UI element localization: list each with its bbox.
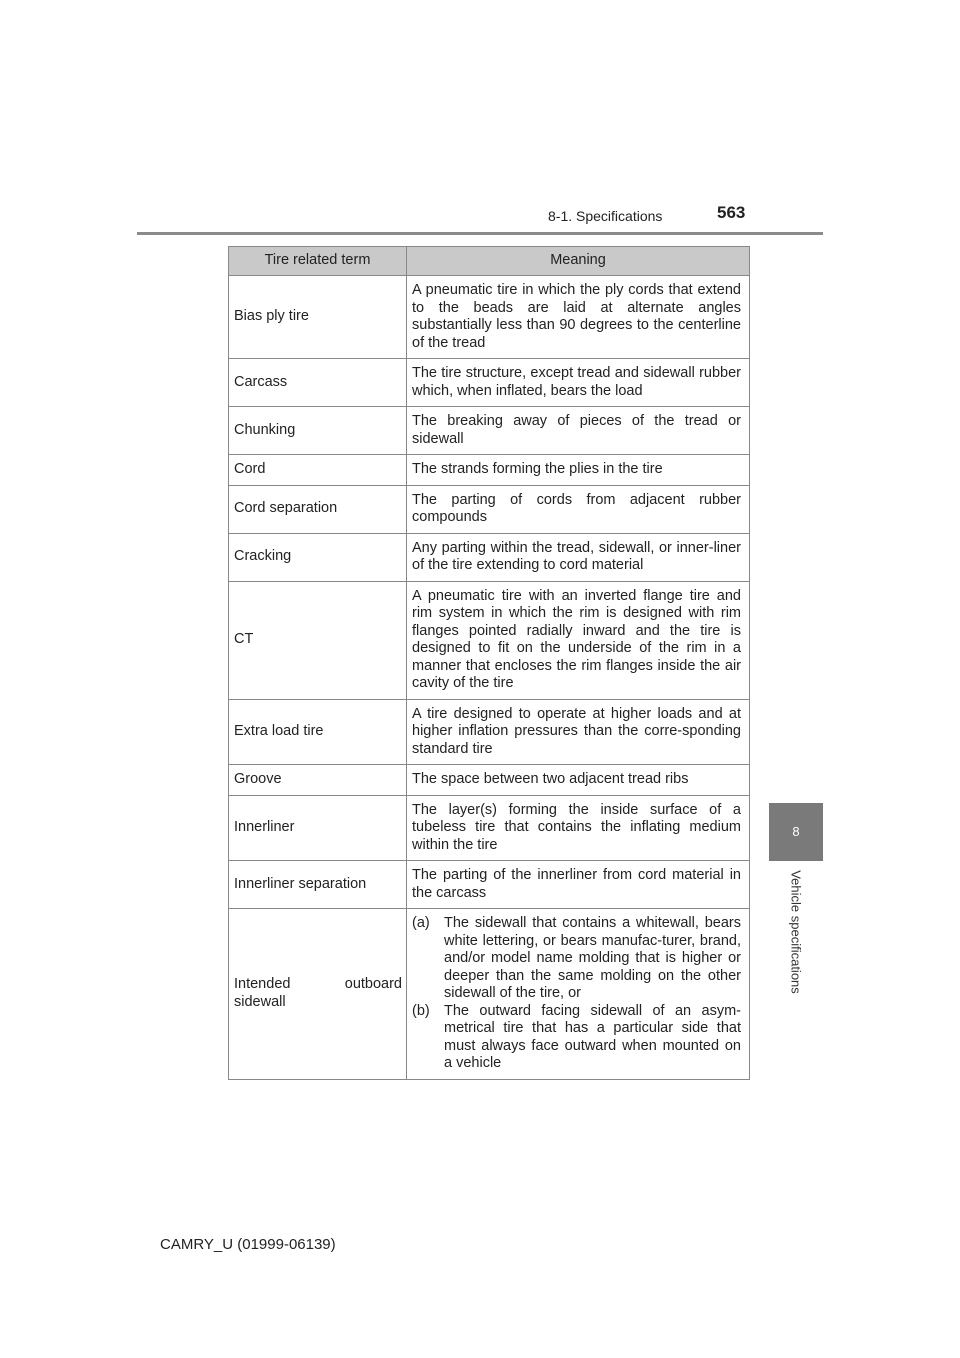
meaning-cell: A pneumatic tire in which the ply cords that extend to the beads are laid at alternate angles substantially less than 90 degrees to the centerline of the tread xyxy=(407,276,750,359)
term-cell: CT xyxy=(229,581,407,699)
table-row xyxy=(229,485,750,533)
tire-terms-table xyxy=(228,246,750,1080)
meaning-cell: Any parting within the tread, sidewall, or inner-liner of the tire extending to cord material xyxy=(407,533,750,581)
table-row xyxy=(229,699,750,765)
list-item xyxy=(412,915,741,1003)
term-cell: Chunking xyxy=(229,407,407,455)
meaning-cell: The parting of cords from adjacent rubber compounds xyxy=(407,485,750,533)
table-row xyxy=(229,765,750,796)
table-row xyxy=(229,861,750,909)
table-row xyxy=(229,455,750,486)
meaning-cell: A pneumatic tire with an inverted flange tire and rim system in which the rim is designed with rim flanges pointed radially inward and the tire is designed to fit on the underside of the rim in a manner that encloses the rim flanges inside the air cavity of the tire xyxy=(407,581,750,699)
meaning-cell: The breaking away of pieces of the tread or sidewall xyxy=(407,407,750,455)
column-header-term: Tire related term xyxy=(229,247,407,276)
chapter-tab: 8 xyxy=(769,803,823,861)
table-row xyxy=(229,407,750,455)
table-row xyxy=(229,795,750,861)
term-cell: Cord xyxy=(229,455,407,486)
header-divider xyxy=(137,232,823,235)
list-item-text: The outward facing sidewall of an asym-metrical tire that has a particular side that must always face outward when mounted on a vehicle xyxy=(444,1002,741,1071)
table-row xyxy=(229,276,750,359)
term-cell: Innerliner xyxy=(229,795,407,861)
term-cell: Intended outboard sidewall xyxy=(229,909,407,1080)
term-cell: Innerliner separation xyxy=(229,861,407,909)
table-row xyxy=(229,359,750,407)
meaning-cell xyxy=(407,909,750,1080)
meaning-cell: The layer(s) forming the inside surface of a tubeless tire that contains the inflating medium within the tire xyxy=(407,795,750,861)
term-cell: Bias ply tire xyxy=(229,276,407,359)
term-cell: Carcass xyxy=(229,359,407,407)
term-cell: Groove xyxy=(229,765,407,796)
term-cell: Cracking xyxy=(229,533,407,581)
list-item xyxy=(412,1003,741,1073)
meaning-cell: A tire designed to operate at higher loads and at higher inflation pressures than the corre-sponding standard tire xyxy=(407,699,750,765)
meaning-cell: The space between two adjacent tread ribs xyxy=(407,765,750,796)
meaning-cell: The parting of the innerliner from cord material in the carcass xyxy=(407,861,750,909)
table-row xyxy=(229,581,750,699)
section-title: 8-1. Specifications xyxy=(548,208,663,224)
table-row xyxy=(229,533,750,581)
document-code: CAMRY_U (01999-06139) xyxy=(160,1236,336,1253)
list-item-label: (b) xyxy=(412,1002,430,1019)
table-row xyxy=(229,909,750,1080)
list-item-text: The sidewall that contains a whitewall, bears white lettering, or bears manufac-turer, brand, and/or model name molding that is higher or deeper than the same molding on the other sidewall of the tire, or xyxy=(444,915,741,1001)
list-item-label: (a) xyxy=(412,915,430,931)
column-header-meaning: Meaning xyxy=(407,247,750,276)
meaning-cell: The strands forming the plies in the tire xyxy=(407,455,750,486)
term-cell: Cord separation xyxy=(229,485,407,533)
table-header-row xyxy=(229,247,750,276)
term-cell: Extra load tire xyxy=(229,699,407,765)
chapter-title-vertical: Vehicle specifications xyxy=(788,870,804,994)
page-number: 563 xyxy=(717,203,746,222)
meaning-cell: The tire structure, except tread and sidewall rubber which, when inflated, bears the load xyxy=(407,359,750,407)
